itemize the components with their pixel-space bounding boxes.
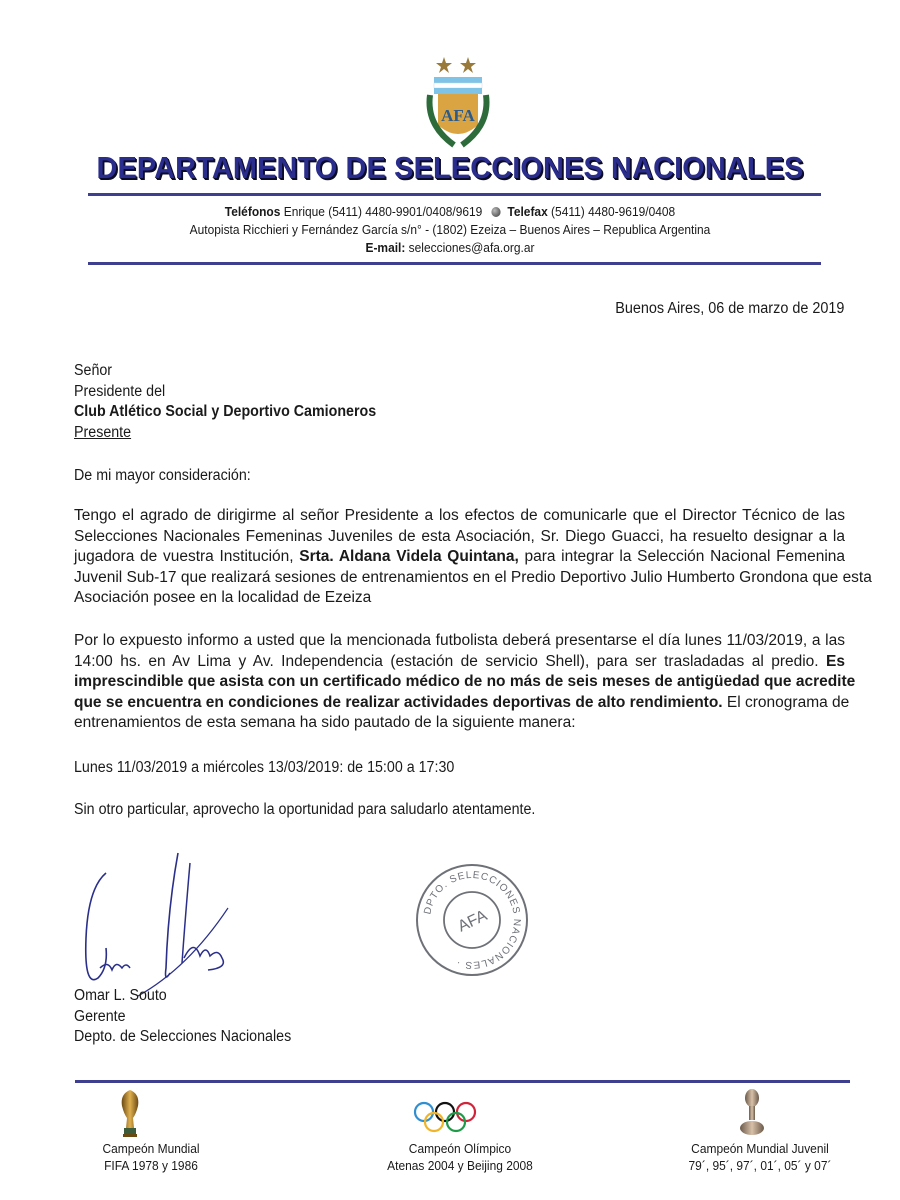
para1-line3 — [74, 547, 845, 568]
svg-text:AFA: AFA — [441, 106, 475, 125]
closing-text: Sin otro particular, aprovecho la oportunidad para saludarlo atentamente. — [74, 801, 536, 818]
paragraph-2 — [74, 631, 856, 734]
schedule — [74, 758, 845, 779]
phones-value: Enrique (5411) 4480-9901/0408/9619 — [280, 204, 483, 219]
para1-line1: Tengo el agrado de dirigirme al señor Presidente a los efectos de comunicarle que el Director Técnico de las — [74, 507, 845, 524]
letter-date: Buenos Aires, 06 de marzo de 2019 — [614, 300, 844, 317]
para2-line3 — [74, 672, 856, 693]
recipient-block — [74, 361, 845, 443]
official-stamp — [412, 860, 532, 980]
footer-item-youth — [668, 1140, 852, 1174]
email-label: E-mail: — [365, 240, 406, 255]
footer-item-line1: Campeón Mundial Juvenil — [691, 1141, 829, 1156]
svg-text:DPTO. SELECCIONES NACIONALES ·: DPTO. SELECCIONES NACIONALES · — [422, 869, 523, 971]
para1-line5: Asociación posee en la localidad de Ezeiza — [74, 589, 372, 606]
header-rule-bottom — [88, 262, 821, 265]
footer-rule — [75, 1080, 850, 1083]
para2-line2b: Es — [826, 652, 845, 670]
bullet-icon — [491, 207, 500, 217]
signer-name: Omar L. Souto — [74, 987, 167, 1004]
email-value: selecciones@afa.org.ar — [405, 240, 535, 255]
para2-line2 — [74, 652, 845, 673]
para2-line1: Por lo expuesto informo a usted que la mencionada futbolista deberá presentarse el día lunes 11/03/2019, a las — [74, 632, 845, 649]
para1-line4: Juvenil Sub-17 que realizará sesiones de entrenamientos en el Predio Deportivo Julio Humberto Grondona que esta — [74, 568, 872, 586]
footer-item-line2: 79´, 95´, 97´, 01´, 05´ y 07´ — [688, 1158, 832, 1173]
world-cup-trophy-icon — [117, 1088, 143, 1138]
footer-item-line1: Campeón Olímpico — [408, 1141, 512, 1156]
recipient-line2: Presidente del — [74, 382, 166, 400]
contact-address: Autopista Ricchieri y Fernández García s/n° - (1802) Ezeiza – Buenos Aires – Republica Argentina — [189, 222, 711, 237]
para2-line3-bold: imprescindible que asista con un certificado médico de no más de seis meses de antigüedad que acredite — [74, 673, 856, 690]
signer-block — [74, 986, 310, 1048]
para2-line2a: 14:00 hs. en Av Lima y Av. Independencia (estación de servicio Shell), para ser trasladadas al predio. — [74, 652, 827, 670]
header-rule-top — [88, 193, 821, 196]
footer-item-line1: Campeón Mundial — [102, 1141, 200, 1156]
svg-text:AFA: AFA — [455, 907, 490, 936]
handwritten-signature — [78, 848, 238, 998]
footer-item-world-cup — [91, 1140, 211, 1174]
closing — [74, 800, 845, 821]
contact-email — [36, 239, 864, 256]
greeting — [74, 466, 845, 487]
schedule-text: Lunes 11/03/2019 a miércoles 13/03/2019: de 15:00 a 17:30 — [74, 759, 455, 776]
footer-item-olympic — [350, 1140, 571, 1174]
para2-line4b: El cronograma de — [722, 693, 850, 711]
recipient-club: Club Atlético Social y Deportivo Camioneros — [74, 403, 377, 420]
department-title: DEPARTAMENTO DE SELECCIONES NACIONALES — [96, 150, 804, 185]
recipient-presente: Presente — [74, 423, 132, 441]
para2-line5: entrenamientos de esta semana ha sido pautado de la siguiente manera: — [74, 714, 576, 731]
signer-dept: Depto. de Selecciones Nacionales — [74, 1028, 292, 1045]
recipient-line1: Señor — [74, 362, 113, 379]
phones-label: Teléfonos — [224, 204, 281, 219]
telefax-value: (5411) 4480-9619/0408 — [547, 204, 676, 219]
para2-line4a: que se encuentra en condiciones de realizar actividades deportivas de alto rendimiento. — [74, 693, 723, 711]
afa-crest-logo — [424, 55, 494, 150]
paragraph-1 — [74, 506, 872, 609]
footer-item-line2: FIFA 1978 y 1986 — [104, 1158, 198, 1173]
youth-trophy-icon — [738, 1088, 766, 1136]
olympic-rings-icon — [412, 1100, 478, 1136]
para1-line3c: para integrar la Selección Nacional Femenina — [518, 548, 845, 565]
para1-line3a: jugadora de vuestra Institución, — [74, 548, 300, 565]
signer-role: Gerente — [74, 1007, 126, 1025]
telefax-label: Telefax — [507, 204, 548, 219]
para2-line4 — [74, 693, 850, 714]
contact-phones — [36, 203, 864, 220]
greeting-text: De mi mayor consideración: — [74, 467, 251, 484]
para1-line2: Selecciones Nacionales Femeninas Juveniles de esta Asociación, Sr. Diego Guacci, ha resuelto designar a la — [74, 527, 845, 545]
footer-item-line2: Atenas 2004 y Beijing 2008 — [387, 1158, 533, 1173]
player-name: Srta. Aldana Videla Quintana, — [299, 548, 519, 565]
